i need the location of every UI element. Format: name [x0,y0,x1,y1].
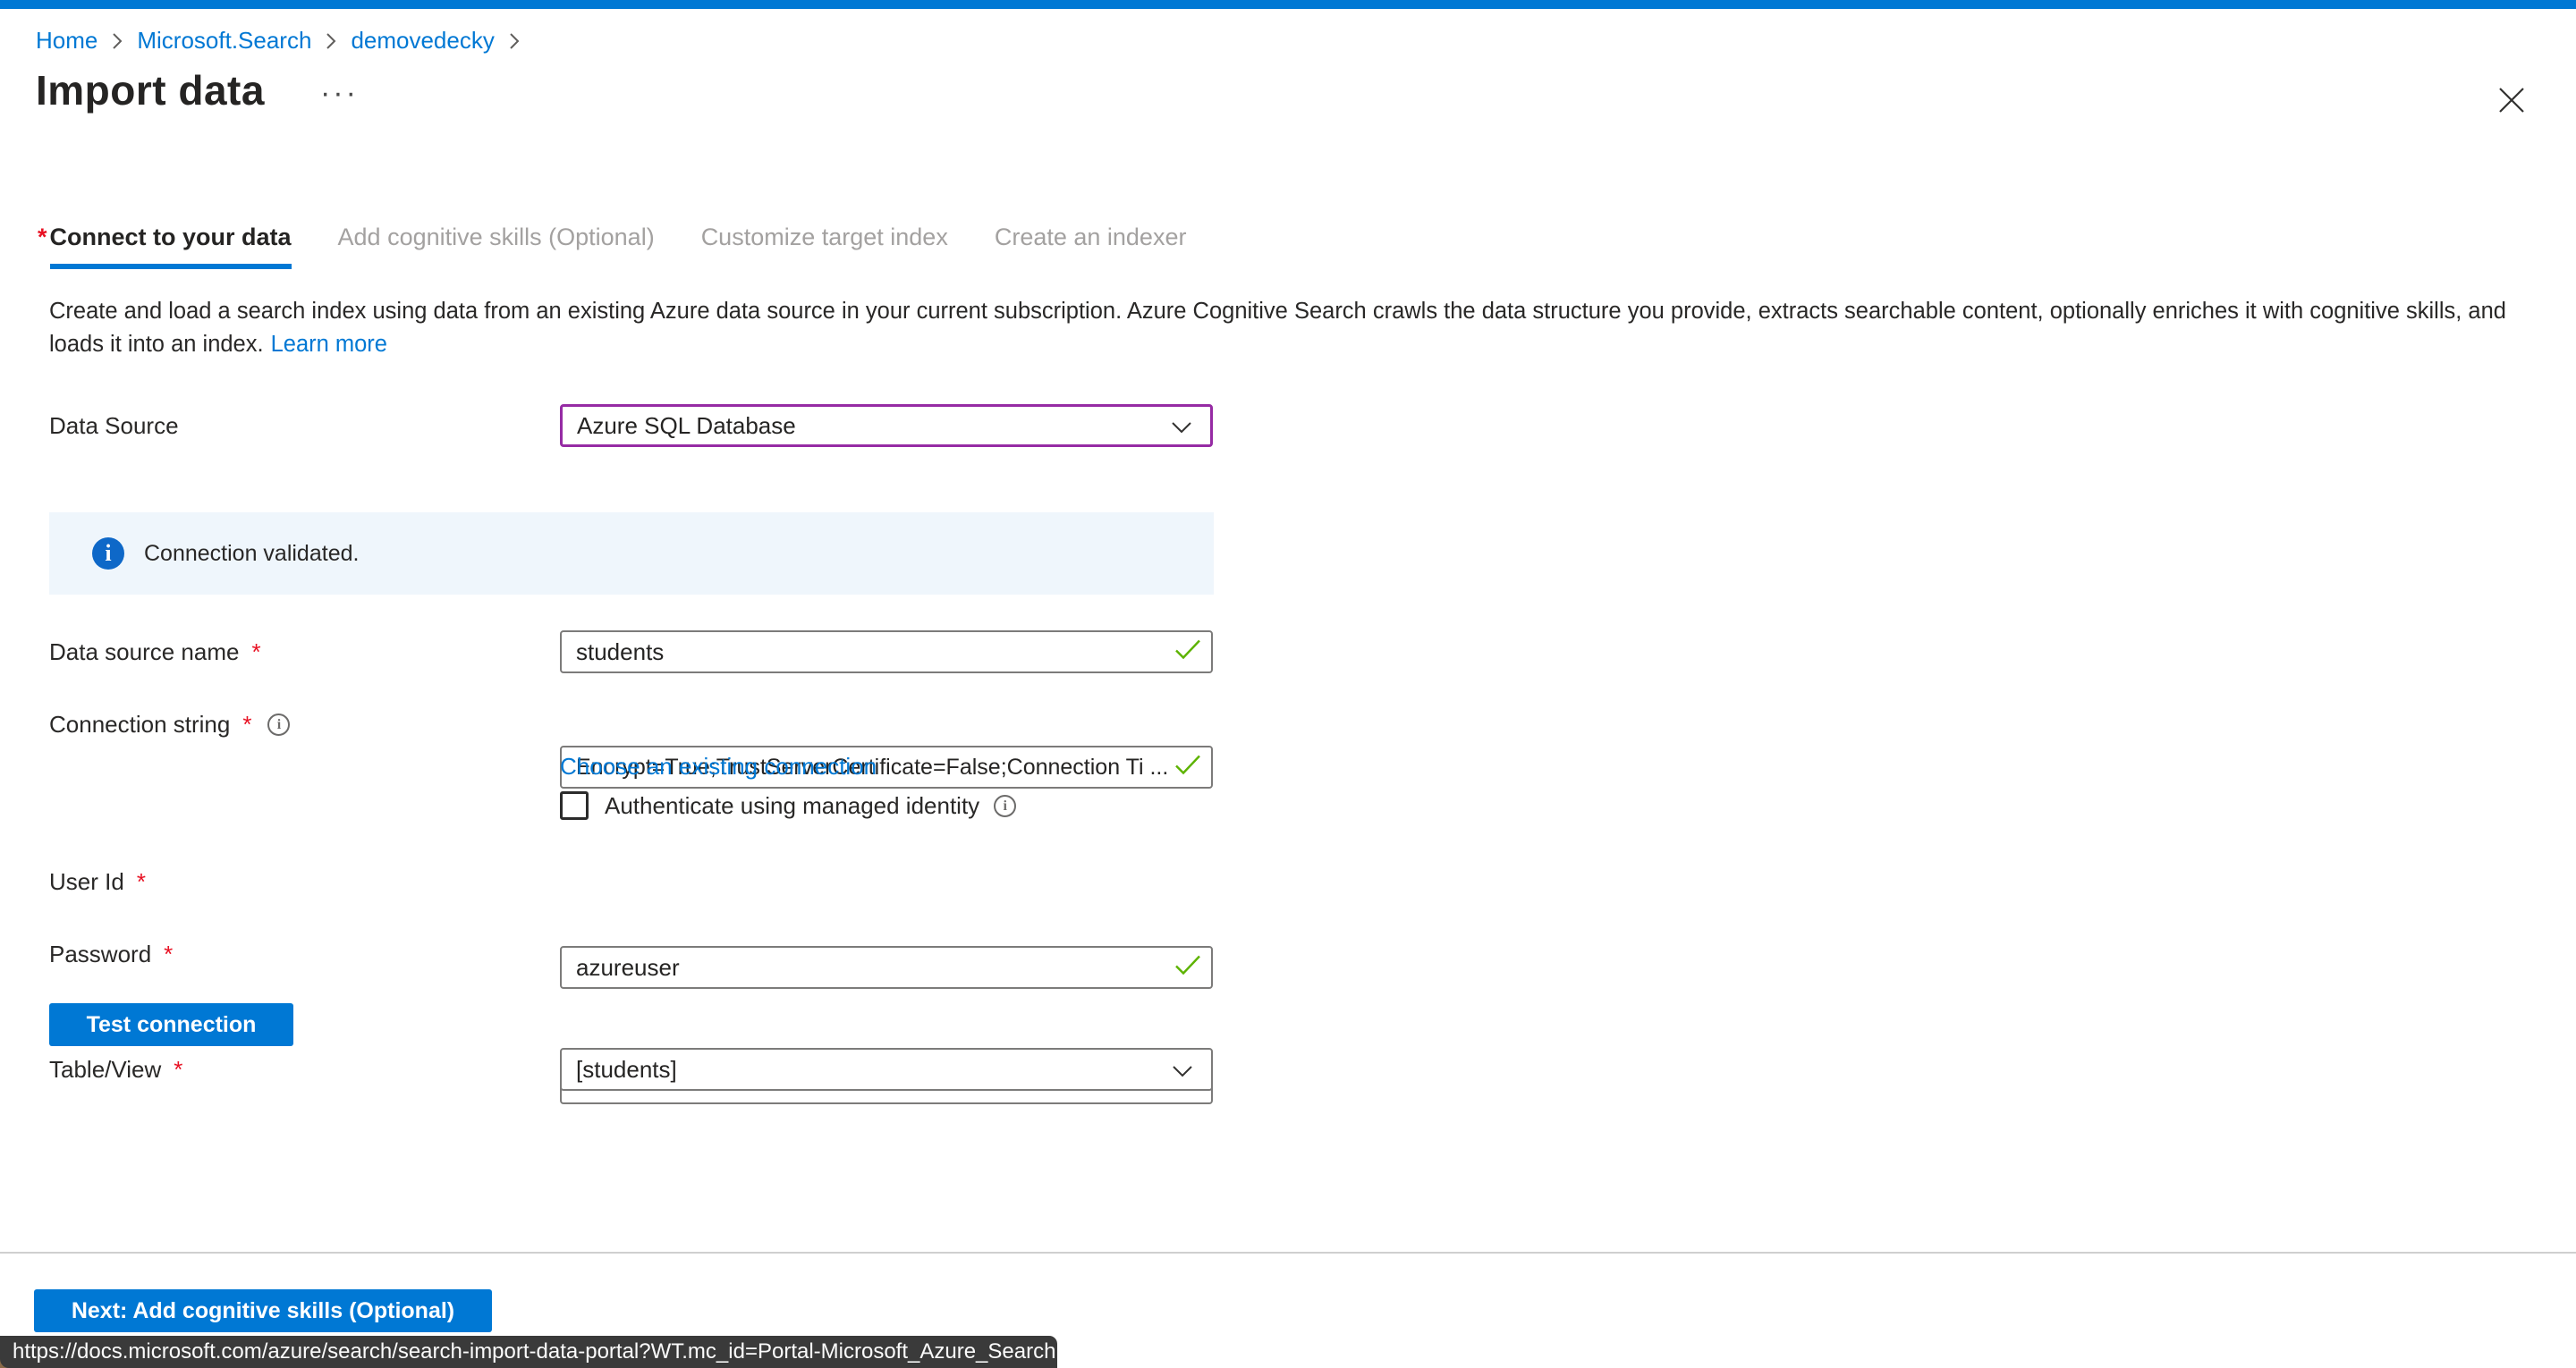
label-text: Connection string [49,711,231,738]
label-text: Data Source [49,412,179,439]
test-connection-button[interactable]: Test connection [49,1003,293,1046]
valid-check-icon [1174,954,1202,982]
required-marker: * [251,638,261,665]
connection-validated-banner [49,512,1214,595]
browser-status-bar [0,1336,1057,1368]
managed-identity-label: Authenticate using managed identity [605,791,980,819]
label-text: Data source name [49,638,240,665]
chevron-down-icon [1172,1056,1193,1084]
banner-message: Connection validated. [144,540,360,566]
tab-label: Connect to your data [50,224,292,269]
required-marker: * [174,1056,183,1083]
breadcrumb-demovedecky-link[interactable]: demovedecky [351,27,495,54]
valid-check-icon [1174,754,1202,781]
tab-label: Add cognitive skills (Optional) [337,224,655,250]
tab-customize-target-index[interactable] [701,224,948,264]
data-source-dropdown[interactable] [560,404,1213,447]
info-icon: i [92,537,124,570]
user-id-label [49,860,532,903]
chevron-right-icon [509,32,520,50]
tab-connect-to-your-data[interactable] [38,224,292,269]
info-icon[interactable]: i [994,795,1016,817]
intro-line-2: loads it into an index. [49,332,264,357]
required-marker: * [164,941,174,967]
close-icon[interactable] [2492,80,2531,120]
managed-identity-row [560,791,1016,820]
more-options-icon[interactable]: ··· [319,76,359,110]
table-view-value: [students] [576,1055,677,1083]
status-url-text: https://docs.microsoft.com/azure/search/search-import-data-portal?WT.mc_id=Portal-Microsoft_Azure_Search [13,1339,1056,1364]
page-header [36,66,359,114]
data-source-value: Azure SQL Database [577,411,796,439]
table-view-dropdown[interactable] [560,1048,1213,1091]
required-marker: * [38,224,47,250]
label-text: Password [49,941,152,967]
breadcrumb [36,27,520,55]
intro-line-1: Create and load a search index using data from an existing Azure data source in your current subscription. Azure Cognitive Search crawls the data structure you provide, extracts searchable content, optionally enriches it with cognitive skills, and [49,299,2506,324]
managed-identity-checkbox[interactable] [560,791,589,820]
breadcrumb-microsoft-search-link[interactable]: Microsoft.Search [137,27,312,54]
data-source-name-label [49,630,532,673]
azure-top-accent-bar [0,0,2576,9]
footer-divider [0,1252,2576,1254]
label-text: Table/View [49,1056,162,1083]
chevron-right-icon [112,32,123,50]
data-source-label [49,404,532,447]
connection-string-label [49,703,532,746]
info-icon[interactable]: i [267,714,290,736]
chevron-down-icon [1171,412,1192,440]
tab-add-cognitive-skills[interactable] [338,224,655,264]
choose-existing-connection-link[interactable]: Choose an existing connection [560,753,877,780]
table-view-label [49,1048,532,1091]
page-title: Import data [36,67,265,114]
user-id-field-wrap [560,946,1213,989]
tab-create-an-indexer[interactable] [995,224,1187,264]
tab-label: Create an indexer [994,224,1187,250]
required-marker: * [136,868,146,895]
intro-paragraph [49,295,2537,361]
required-marker: * [242,711,252,738]
user-id-input[interactable] [560,946,1213,989]
tab-label: Customize target index [700,224,948,250]
learn-more-link[interactable]: Learn more [270,332,387,357]
password-label [49,933,532,975]
label-text: User Id [49,868,124,895]
wizard-tabs [38,224,1186,269]
data-source-name-field-wrap [560,630,1213,673]
chevron-right-icon [326,32,336,50]
breadcrumb-home-link[interactable]: Home [36,27,98,54]
next-add-cognitive-skills-button[interactable]: Next: Add cognitive skills (Optional) [34,1289,492,1332]
data-source-name-input[interactable] [560,630,1213,673]
valid-check-icon [1174,638,1202,666]
